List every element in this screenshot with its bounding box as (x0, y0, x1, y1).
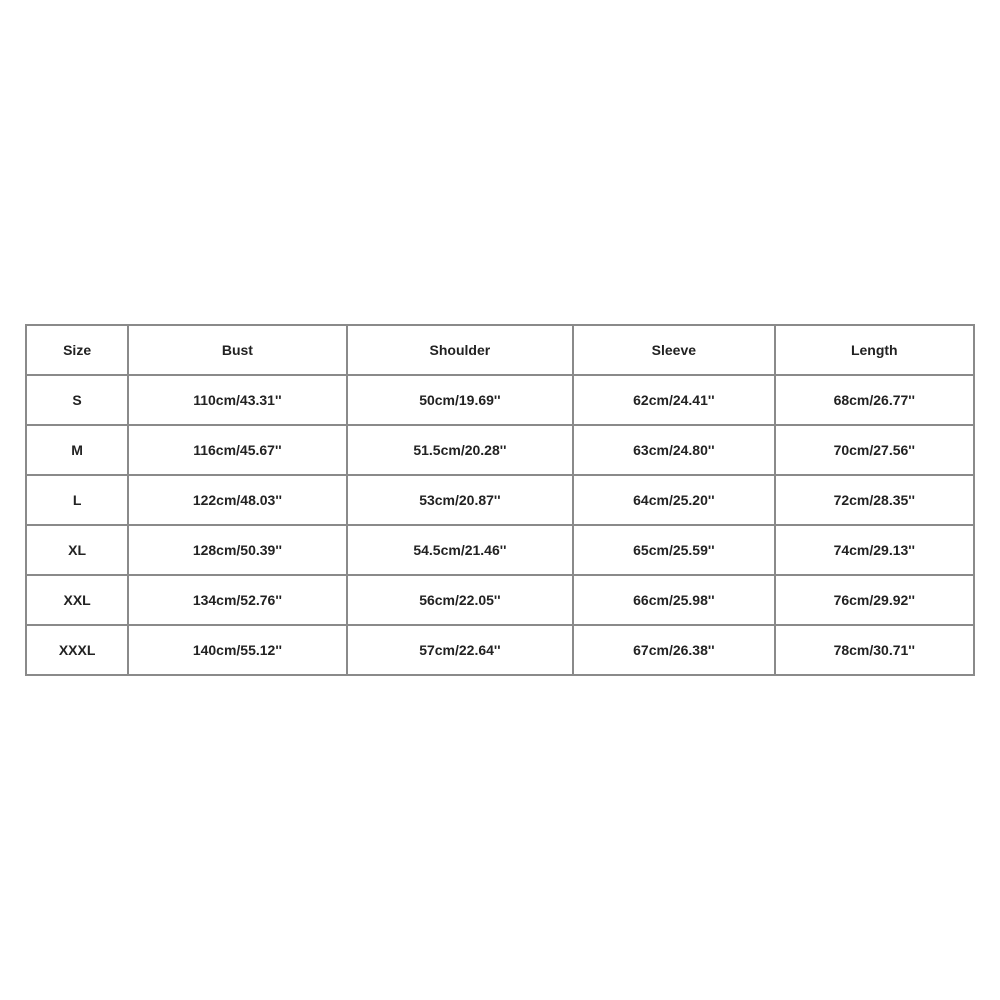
table-row (27, 426, 975, 476)
shoulder-cell: 51.5cm/20.28'' (348, 426, 574, 476)
table-row (27, 526, 975, 576)
length-cell: 78cm/30.71'' (776, 626, 975, 676)
size-cell: XXXL (27, 626, 129, 676)
length-cell: 76cm/29.92'' (776, 576, 975, 626)
header-size: Size (27, 326, 129, 376)
header-bust: Bust (129, 326, 347, 376)
size-cell: S (27, 376, 129, 426)
table-row (27, 626, 975, 676)
length-cell: 70cm/27.56'' (776, 426, 975, 476)
bust-cell: 134cm/52.76'' (129, 576, 347, 626)
table-row (27, 476, 975, 526)
size-cell: L (27, 476, 129, 526)
sleeve-cell: 62cm/24.41'' (574, 376, 775, 426)
shoulder-cell: 50cm/19.69'' (348, 376, 574, 426)
shoulder-cell: 57cm/22.64'' (348, 626, 574, 676)
table-row (27, 576, 975, 626)
size-cell: XL (27, 526, 129, 576)
sleeve-cell: 67cm/26.38'' (574, 626, 775, 676)
bust-cell: 140cm/55.12'' (129, 626, 347, 676)
header-row (27, 326, 975, 376)
header-shoulder: Shoulder (348, 326, 574, 376)
size-cell: XXL (27, 576, 129, 626)
shoulder-cell: 53cm/20.87'' (348, 476, 574, 526)
size-cell: M (27, 426, 129, 476)
length-cell: 74cm/29.13'' (776, 526, 975, 576)
sleeve-cell: 65cm/25.59'' (574, 526, 775, 576)
length-cell: 68cm/26.77'' (776, 376, 975, 426)
header-sleeve: Sleeve (574, 326, 775, 376)
length-cell: 72cm/28.35'' (776, 476, 975, 526)
bust-cell: 122cm/48.03'' (129, 476, 347, 526)
sleeve-cell: 66cm/25.98'' (574, 576, 775, 626)
sleeve-cell: 63cm/24.80'' (574, 426, 775, 476)
sleeve-cell: 64cm/25.20'' (574, 476, 775, 526)
shoulder-cell: 54.5cm/21.46'' (348, 526, 574, 576)
size-chart-table (25, 324, 975, 676)
table-row (27, 376, 975, 426)
bust-cell: 128cm/50.39'' (129, 526, 347, 576)
shoulder-cell: 56cm/22.05'' (348, 576, 574, 626)
bust-cell: 110cm/43.31'' (129, 376, 347, 426)
header-length: Length (776, 326, 975, 376)
bust-cell: 116cm/45.67'' (129, 426, 347, 476)
